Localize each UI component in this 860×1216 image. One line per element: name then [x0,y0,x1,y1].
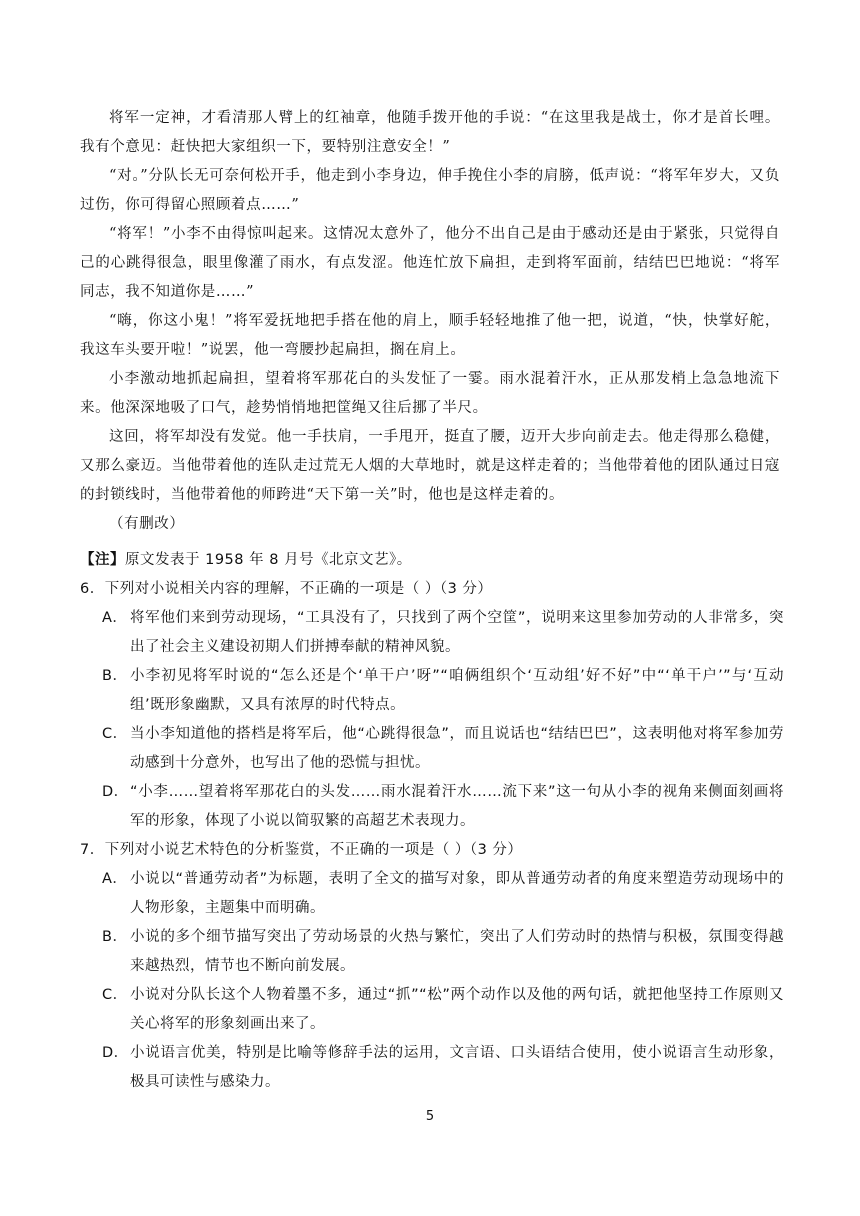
option-7c[interactable] [80,981,784,1039]
option-7a[interactable] [80,865,784,923]
questions-section [80,546,784,1097]
source-note: （有删改） [109,516,185,532]
story-excerpt [80,104,780,539]
option-letter: D． [102,784,129,800]
option-7b[interactable] [80,923,784,981]
option-text: “小李……望着将军那花白的头发……雨水混着汗水……流下来”这一句从小李的视角来侧面刻画将军的形象，体现了小说以简驭繁的高超艺术表现力。 [130,784,784,829]
story-paragraph-3: “将军！”小李不由得惊叫起来。这情况太意外了，他分不出自己是由于感动还是由于紧张，只觉得自己的心跳得很急，眼里像灌了雨水，有点发涩。他连忙放下扁担，走到将军面前，结结巴巴地说：“将军同志，我不知道你是……” [80,226,780,300]
option-text: 小说的多个细节描写突出了劳动场景的火热与繁忙，突出了人们劳动时的热情与积极，氛围变得越来越热烈，情节也不断向前发展。 [130,929,784,974]
option-letter: C． [102,726,128,742]
option-letter: B． [102,668,128,684]
option-6a[interactable] [80,604,784,662]
option-text: 小说对分队长这个人物着墨不多，通过“抓”“松”两个动作以及他的两句话，就把他坚持工作原则又关心将军的形象刻画出来了。 [130,987,784,1032]
option-letter: A． [102,871,128,887]
option-letter: B． [102,929,128,945]
story-paragraph-5: 小李激动地抓起扁担，望着将军那花白的头发怔了一霎。雨水混着汗水，正从那发梢上急急地流下来。他深深地吸了口气，趁势悄悄地把筐绳又往后挪了半尺。 [80,371,780,416]
story-paragraph-6: 这回，将军却没有发觉。他一手扶肩，一手甩开，挺直了腰，迈开大步向前走去。他走得那么稳健，又那么豪迈。当他带着他的连队走过荒无人烟的大草地时，就是这样走着的；当他带着他的团队通过日寇的封锁线时，当他带着他的师跨进“天下第一关”时，他也是这样走着的。 [80,429,780,503]
option-letter: C． [102,987,128,1003]
footnote-label: 【注】 [80,552,125,568]
question-6-options [80,604,784,836]
story-paragraph-2: “对。”分队长无可奈何松开手，他走到小李身边，伸手挽住小李的肩膀，低声说：“将军年岁大，又负过伤，你可得留心照顾着点……” [80,168,780,213]
story-paragraph-4: “嗨，你这小鬼！”将军爱抚地把手搭在他的肩上，顺手轻轻地推了他一把，说道，“快，快掌好舵，我这车头要开啦！”说罢，他一弯腰抄起扁担，搁在肩上。 [80,313,780,358]
option-7d[interactable] [80,1039,784,1097]
option-text: 小说语言优美，特别是比喻等修辞手法的运用，文言语、口头语结合使用，使小说语言生动形象，极具可读性与感染力。 [130,1045,784,1090]
option-text: 小李初见将军时说的“怎么还是个‘单干户’呀”“咱俩组织个‘互动组’好不好”中“‘单干户’”与‘互动组’既形象幽默，又具有浓厚的时代特点。 [130,668,784,713]
option-letter: A． [102,610,128,626]
option-6d[interactable] [80,778,784,836]
question-7-options [80,865,784,1097]
option-6b[interactable] [80,662,784,720]
footnote-text: 原文发表于 1958 年 8 月号《北京文艺》。 [125,552,412,568]
option-letter: D． [102,1045,129,1061]
option-text: 当小李知道他的搭档是将军后，他“心跳得很急”，而且说话也“结结巴巴”，这表明他对将军参加劳动感到十分意外，也写出了他的恐慌与担忧。 [130,726,784,771]
footnote [80,546,784,575]
story-paragraph-1: 将军一定神，才看清那人臂上的红袖章，他随手拨开他的手说：“在这里我是战士，你才是首长哩。我有个意见：赶快把大家组织一下，要特别注意安全！” [80,110,780,155]
question-6-stem: 6．下列对小说相关内容的理解，不正确的一项是（ ）（3 分） [80,581,493,597]
option-text: 小说以“普通劳动者”为标题，表明了全文的描写对象，即从普通劳动者的角度来塑造劳动现场中的人物形象，主题集中而明确。 [130,871,784,916]
option-6c[interactable] [80,720,784,778]
page-number: 5 [425,1109,435,1124]
question-7-stem: 7．下列对小说艺术特色的分析鉴赏，不正确的一项是（ ）（3 分） [80,842,523,858]
option-text: 将军他们来到劳动现场，“工具没有了，只找到了两个空筐”，说明来这里参加劳动的人非常多，突出了社会主义建设初期人们拼搏奉献的精神风貌。 [130,610,784,655]
